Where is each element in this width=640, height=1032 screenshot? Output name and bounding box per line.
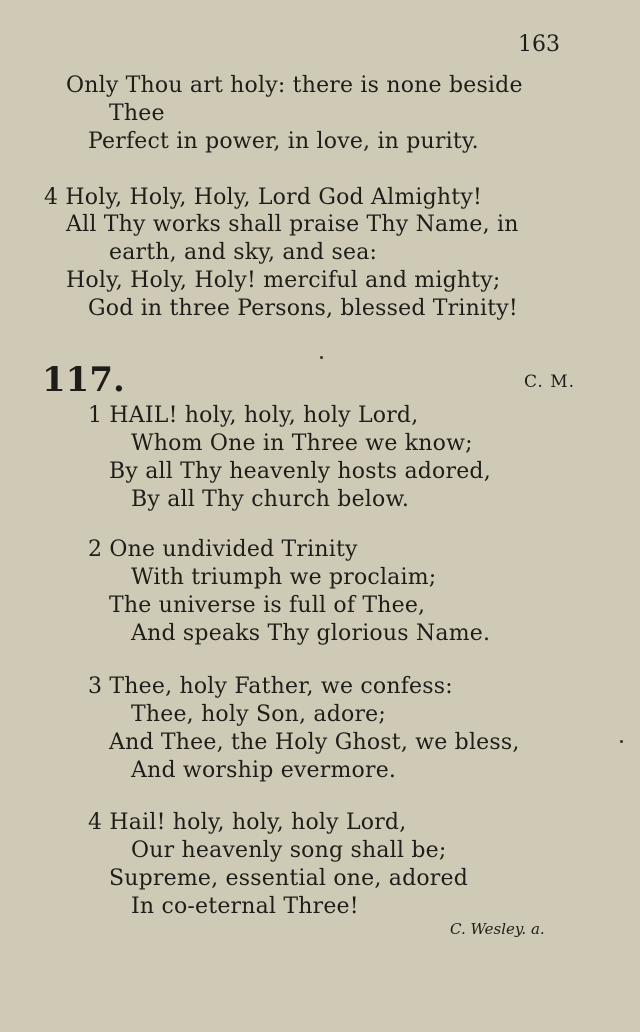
page-number: 163: [518, 32, 560, 57]
verse-line: earth, and sky, and sea:: [109, 240, 378, 265]
hymn-meter: C. M.: [524, 372, 576, 392]
verse-line: Thee: [109, 101, 165, 126]
verse-line: By all Thy church below.: [131, 487, 410, 512]
verse-line: 4 Hail! holy, holy, holy Lord,: [88, 810, 407, 835]
verse-line: 1 HAIL! holy, holy, holy Lord,: [88, 403, 419, 428]
verse-line: The universe is full of Thee,: [109, 593, 426, 618]
verse-line: With triumph we proclaim;: [131, 565, 437, 590]
verse-line: Perfect in power, in love, in purity.: [88, 129, 479, 154]
print-speck: [320, 356, 323, 359]
verse-line: And worship evermore.: [131, 758, 397, 783]
verse-line: 4 Holy, Holy, Holy, Lord God Almighty!: [44, 185, 482, 210]
verse-line: And Thee, the Holy Ghost, we bless,: [109, 730, 520, 755]
verse-line: In co-eternal Three!: [131, 894, 359, 919]
verse-line: Supreme, essential one, adored: [109, 866, 469, 891]
verse-line: Only Thou art holy: there is none beside: [66, 73, 523, 98]
verse-line: Our heavenly song shall be;: [131, 838, 447, 863]
verse-line: Holy, Holy, Holy! merciful and mighty;: [66, 268, 501, 293]
hymn-number: 117.: [42, 360, 125, 400]
print-speck: [620, 740, 623, 743]
verse-line: By all Thy heavenly hosts adored,: [109, 459, 491, 484]
verse-line: God in three Persons, blessed Trinity!: [88, 296, 518, 321]
verse-line: 3 Thee, holy Father, we confess:: [88, 674, 453, 699]
verse-line: And speaks Thy glorious Name.: [131, 621, 491, 646]
verse-line: Whom One in Three we know;: [131, 431, 473, 456]
verse-line: 2 One undivided Trinity: [88, 537, 358, 562]
hymn-author: C. Wesley. a.: [450, 920, 545, 938]
verse-line: Thee, holy Son, adore;: [131, 702, 387, 727]
verse-line: All Thy works shall praise Thy Name, in: [66, 212, 519, 237]
